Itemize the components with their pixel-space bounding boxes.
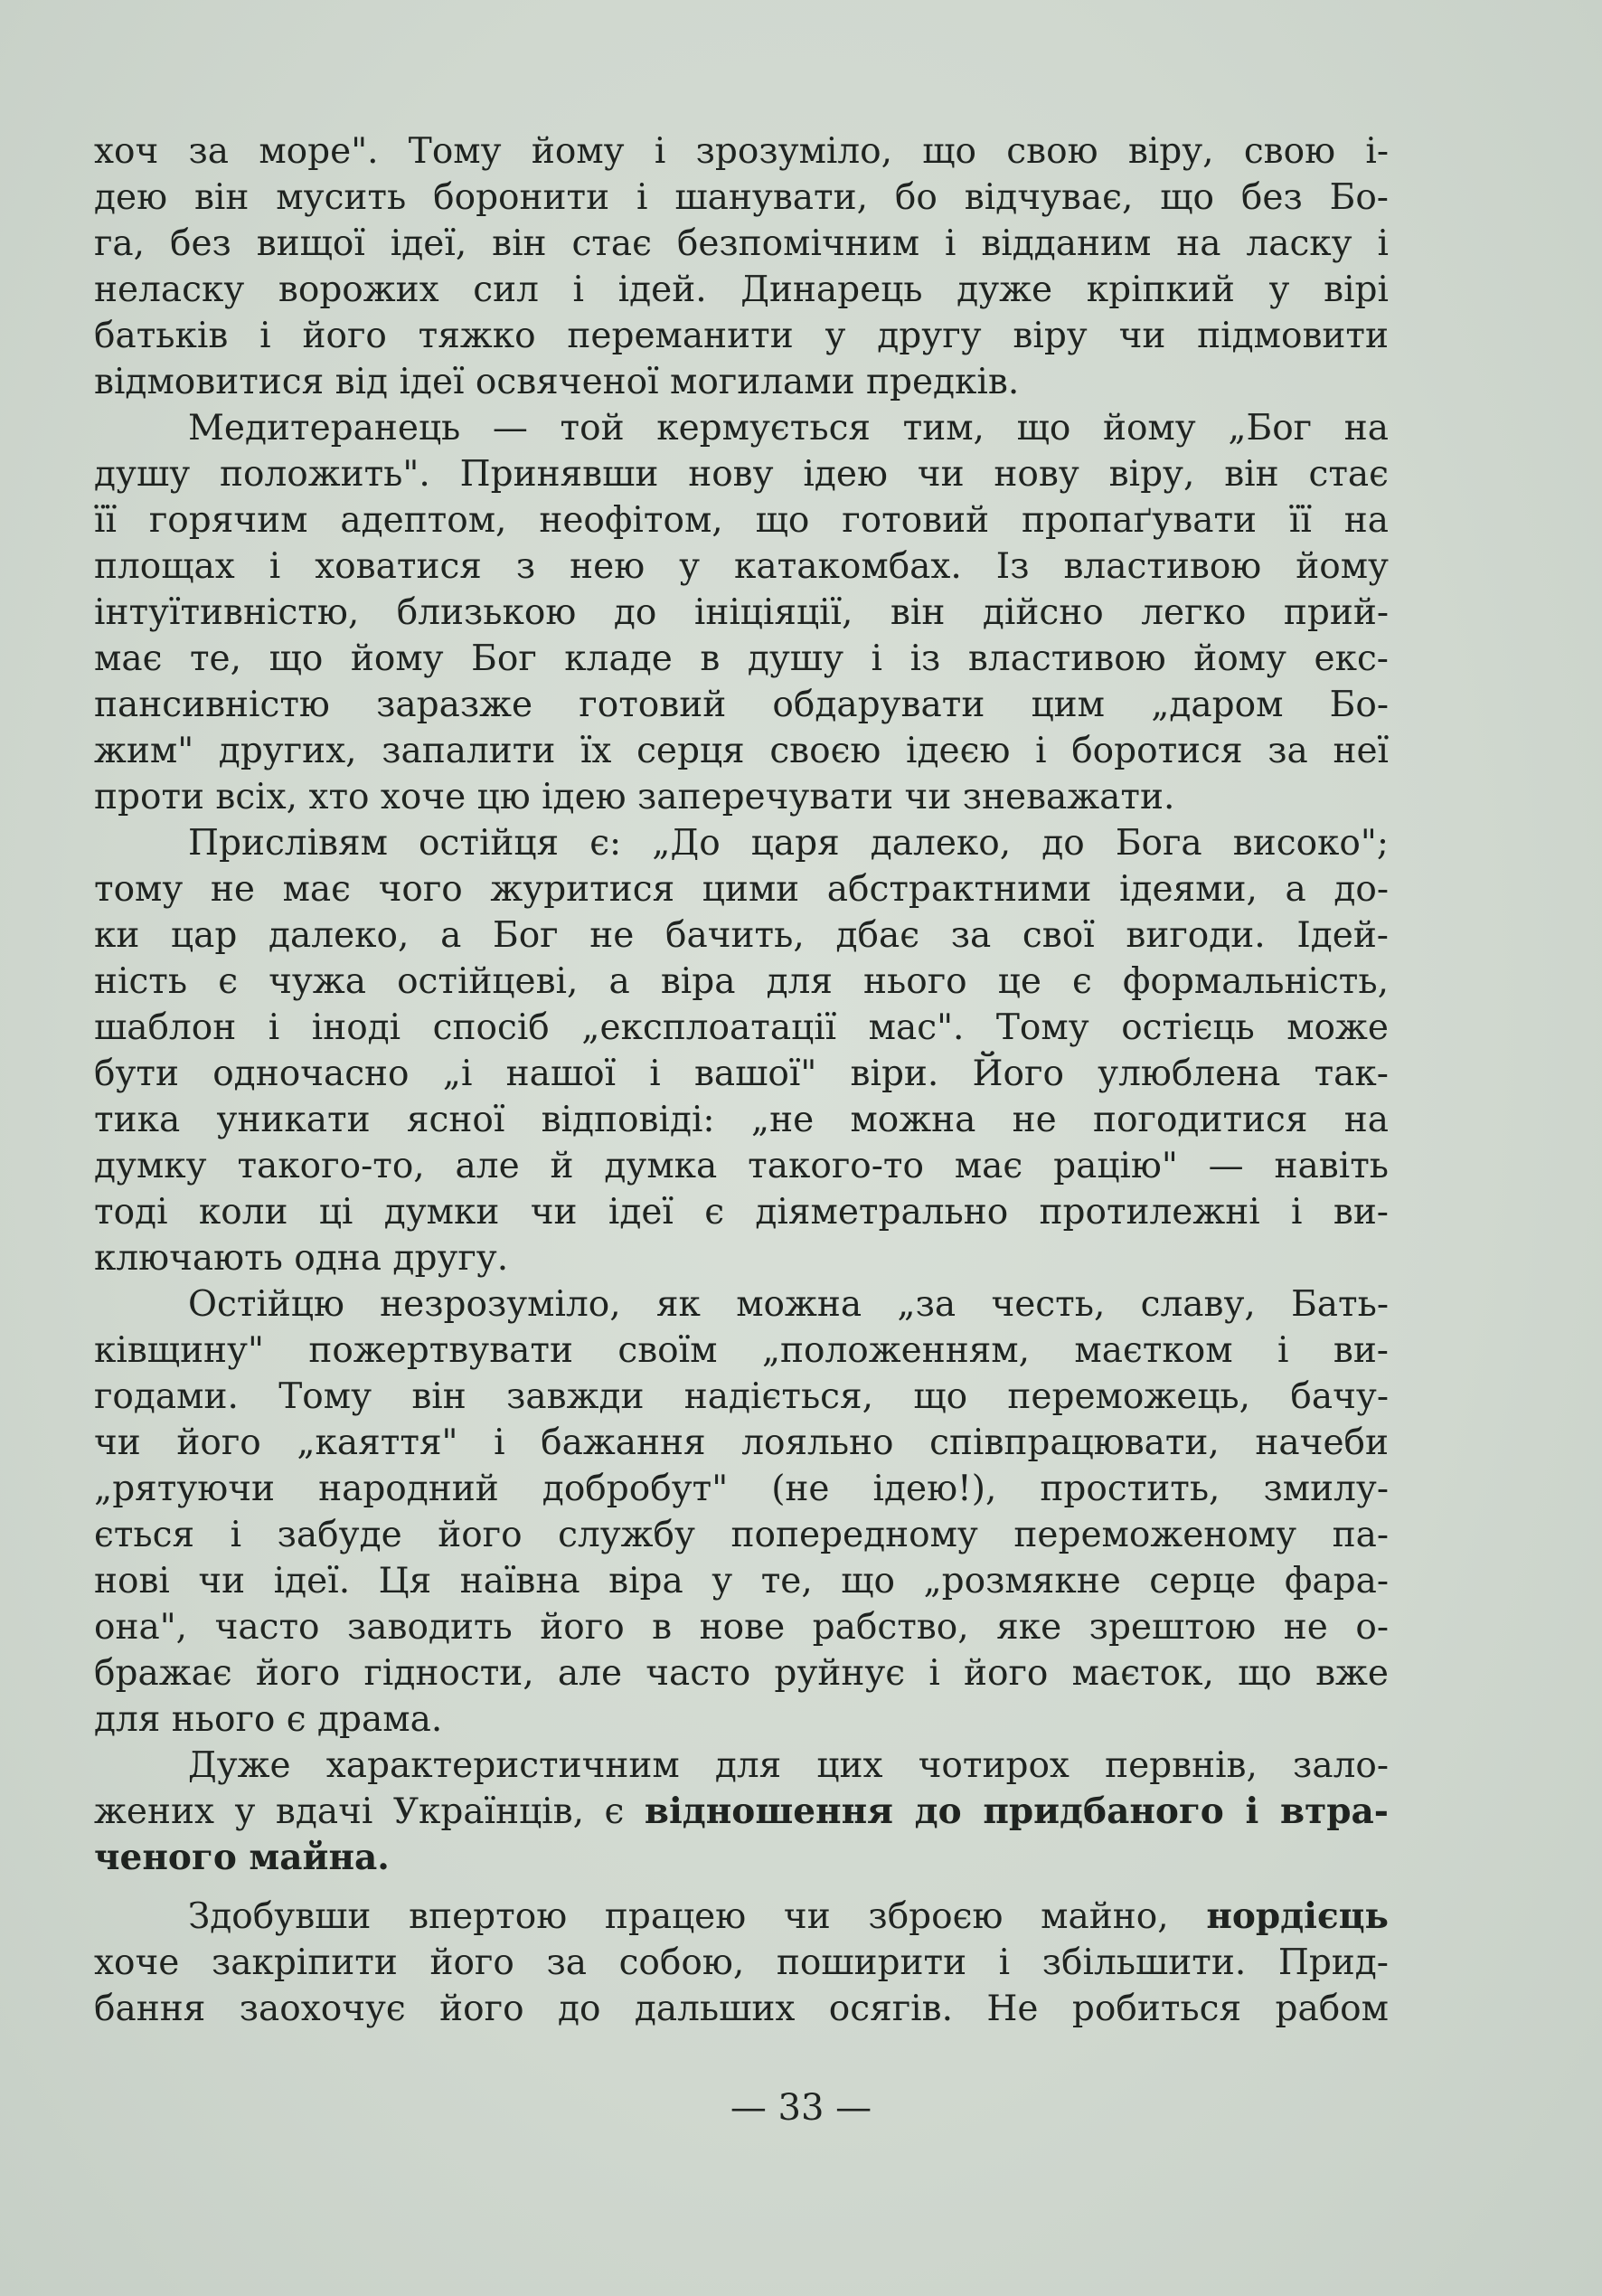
text-line: ключають одна другу.: [94, 1238, 509, 1279]
text-line: ки цар далеко, а Бог не бачить, дбає за свої вигоди. Ідей-: [94, 915, 1389, 956]
text-line: Остійцю незрозуміло, як можна „за честь, славу, Бать-: [188, 1284, 1389, 1325]
text-line: її горячим адептом, неофітом, що готовий пропаґувати її на: [94, 500, 1389, 541]
text-line: Дуже характеристичним для цих чотирох первнів, зало-: [188, 1745, 1389, 1786]
text-line: [94, 1789, 1389, 1835]
page-number: — 33 —: [730, 2087, 872, 2129]
text-line: тоді коли ці думки чи ідеї є діяметрально протилежні і ви-: [94, 1192, 1389, 1233]
text-line: годами. Тому він завжди надіється, що переможець, бачу-: [94, 1376, 1389, 1417]
text-line: душу положить". Принявши нову ідею чи нову віру, він стає: [94, 454, 1389, 495]
text-line: хоче закріпити його за собою, поширити і збільшити. Прид-: [94, 1942, 1389, 1983]
text-line: неласку ворожих сил і ідей. Динарець дуже кріпкий у вірі: [94, 269, 1389, 310]
text-line: она", часто заводить його в нове рабство, яке зрештою не о-: [94, 1607, 1389, 1648]
text-line: ність є чужа остійцеві, а віра для нього це є формальність,: [94, 961, 1389, 1002]
text-line: жим" других, запалити їх серця своєю ідеєю і боротися за неї: [94, 731, 1389, 771]
text-run: жених у вдачі Українців, є: [94, 1791, 625, 1832]
text-line: [94, 1894, 1389, 1940]
text-line: ється і забуде його службу попередному переможеному па-: [94, 1515, 1389, 1555]
text-line: хоч за море". Тому йому і зрозуміло, що свою віру, свою і-: [94, 131, 1389, 172]
text-line: га, без вищої ідеї, він стає безпомічним і відданим на ласку і: [94, 223, 1389, 264]
text-line: проти всіх, хто хоче цю ідею заперечувати чи зневажати.: [94, 777, 1175, 817]
text-line: нові чи ідеї. Ця наївна віра у те, що „розмякне серце фара-: [94, 1561, 1389, 1602]
text-line: думку такого-то, але й думка такого-то має рацію" — навіть: [94, 1146, 1389, 1186]
text-line: бражає його гідности, але часто руйнує і його маєток, що вже: [94, 1653, 1389, 1694]
text-line: батьків і його тяжко переманити у другу віру чи підмовити: [94, 316, 1389, 356]
paragraph-gap: [94, 1881, 1389, 1894]
text-line: тика уникати ясної відповіді: „не можна не погодитися на: [94, 1100, 1389, 1140]
text-line: дею він мусить боронити і шанувати, бо відчуває, що без Бо-: [94, 177, 1389, 218]
text-line: „рятуючи народний добробут" (не ідею!), простить, змилу-: [94, 1469, 1389, 1509]
text-line: для нього є драма.: [94, 1699, 443, 1740]
body-text: [94, 128, 1389, 2032]
text-line: має те, що йому Бог кладе в душу і із властивою йому екс-: [94, 638, 1389, 679]
text-line: ченого майна.: [94, 1837, 390, 1878]
text-line: Медитеранець — той кермується тим, що йому „Бог на: [188, 408, 1389, 449]
text-line: відмовитися від ідеї освяченої могилами предків.: [94, 362, 1020, 402]
text-line: шаблон і іноді спосіб „експлоатації мас". Тому остієць може: [94, 1007, 1389, 1048]
text-line: тому не має чого журитися цими абстрактними ідеями, а до-: [94, 869, 1389, 910]
bold-text-run: відношення до придбаного і втра-: [644, 1791, 1389, 1832]
text-line: площах і ховатися з нею у катакомбах. Із властивою йому: [94, 546, 1389, 587]
text-line: пансивністю заразже готовий обдарувати цим „даром Бо-: [94, 685, 1389, 725]
text-line: бання заохочує його до дальших осягів. Не робиться рабом: [94, 1989, 1389, 2029]
text-line: Прислівям остійця є: „До царя далеко, до Бога високо";: [188, 823, 1389, 864]
text-line: ківщину" пожертвувати своїм „положенням, маєтком і ви-: [94, 1330, 1389, 1371]
text-line: бути одночасно „і нашої і вашої" віри. Його улюблена так-: [94, 1054, 1389, 1094]
text-run: Здобувши впертою працею чи зброєю майно,: [188, 1896, 1169, 1937]
text-line: чи його „каяття" і бажання лояльно співпрацювати, начеби: [94, 1422, 1389, 1463]
bold-text-run: нордієць: [1206, 1895, 1389, 1937]
text-line: інтуїтивністю, близькою до ініціяції, він дійсно легко прий-: [94, 592, 1389, 633]
